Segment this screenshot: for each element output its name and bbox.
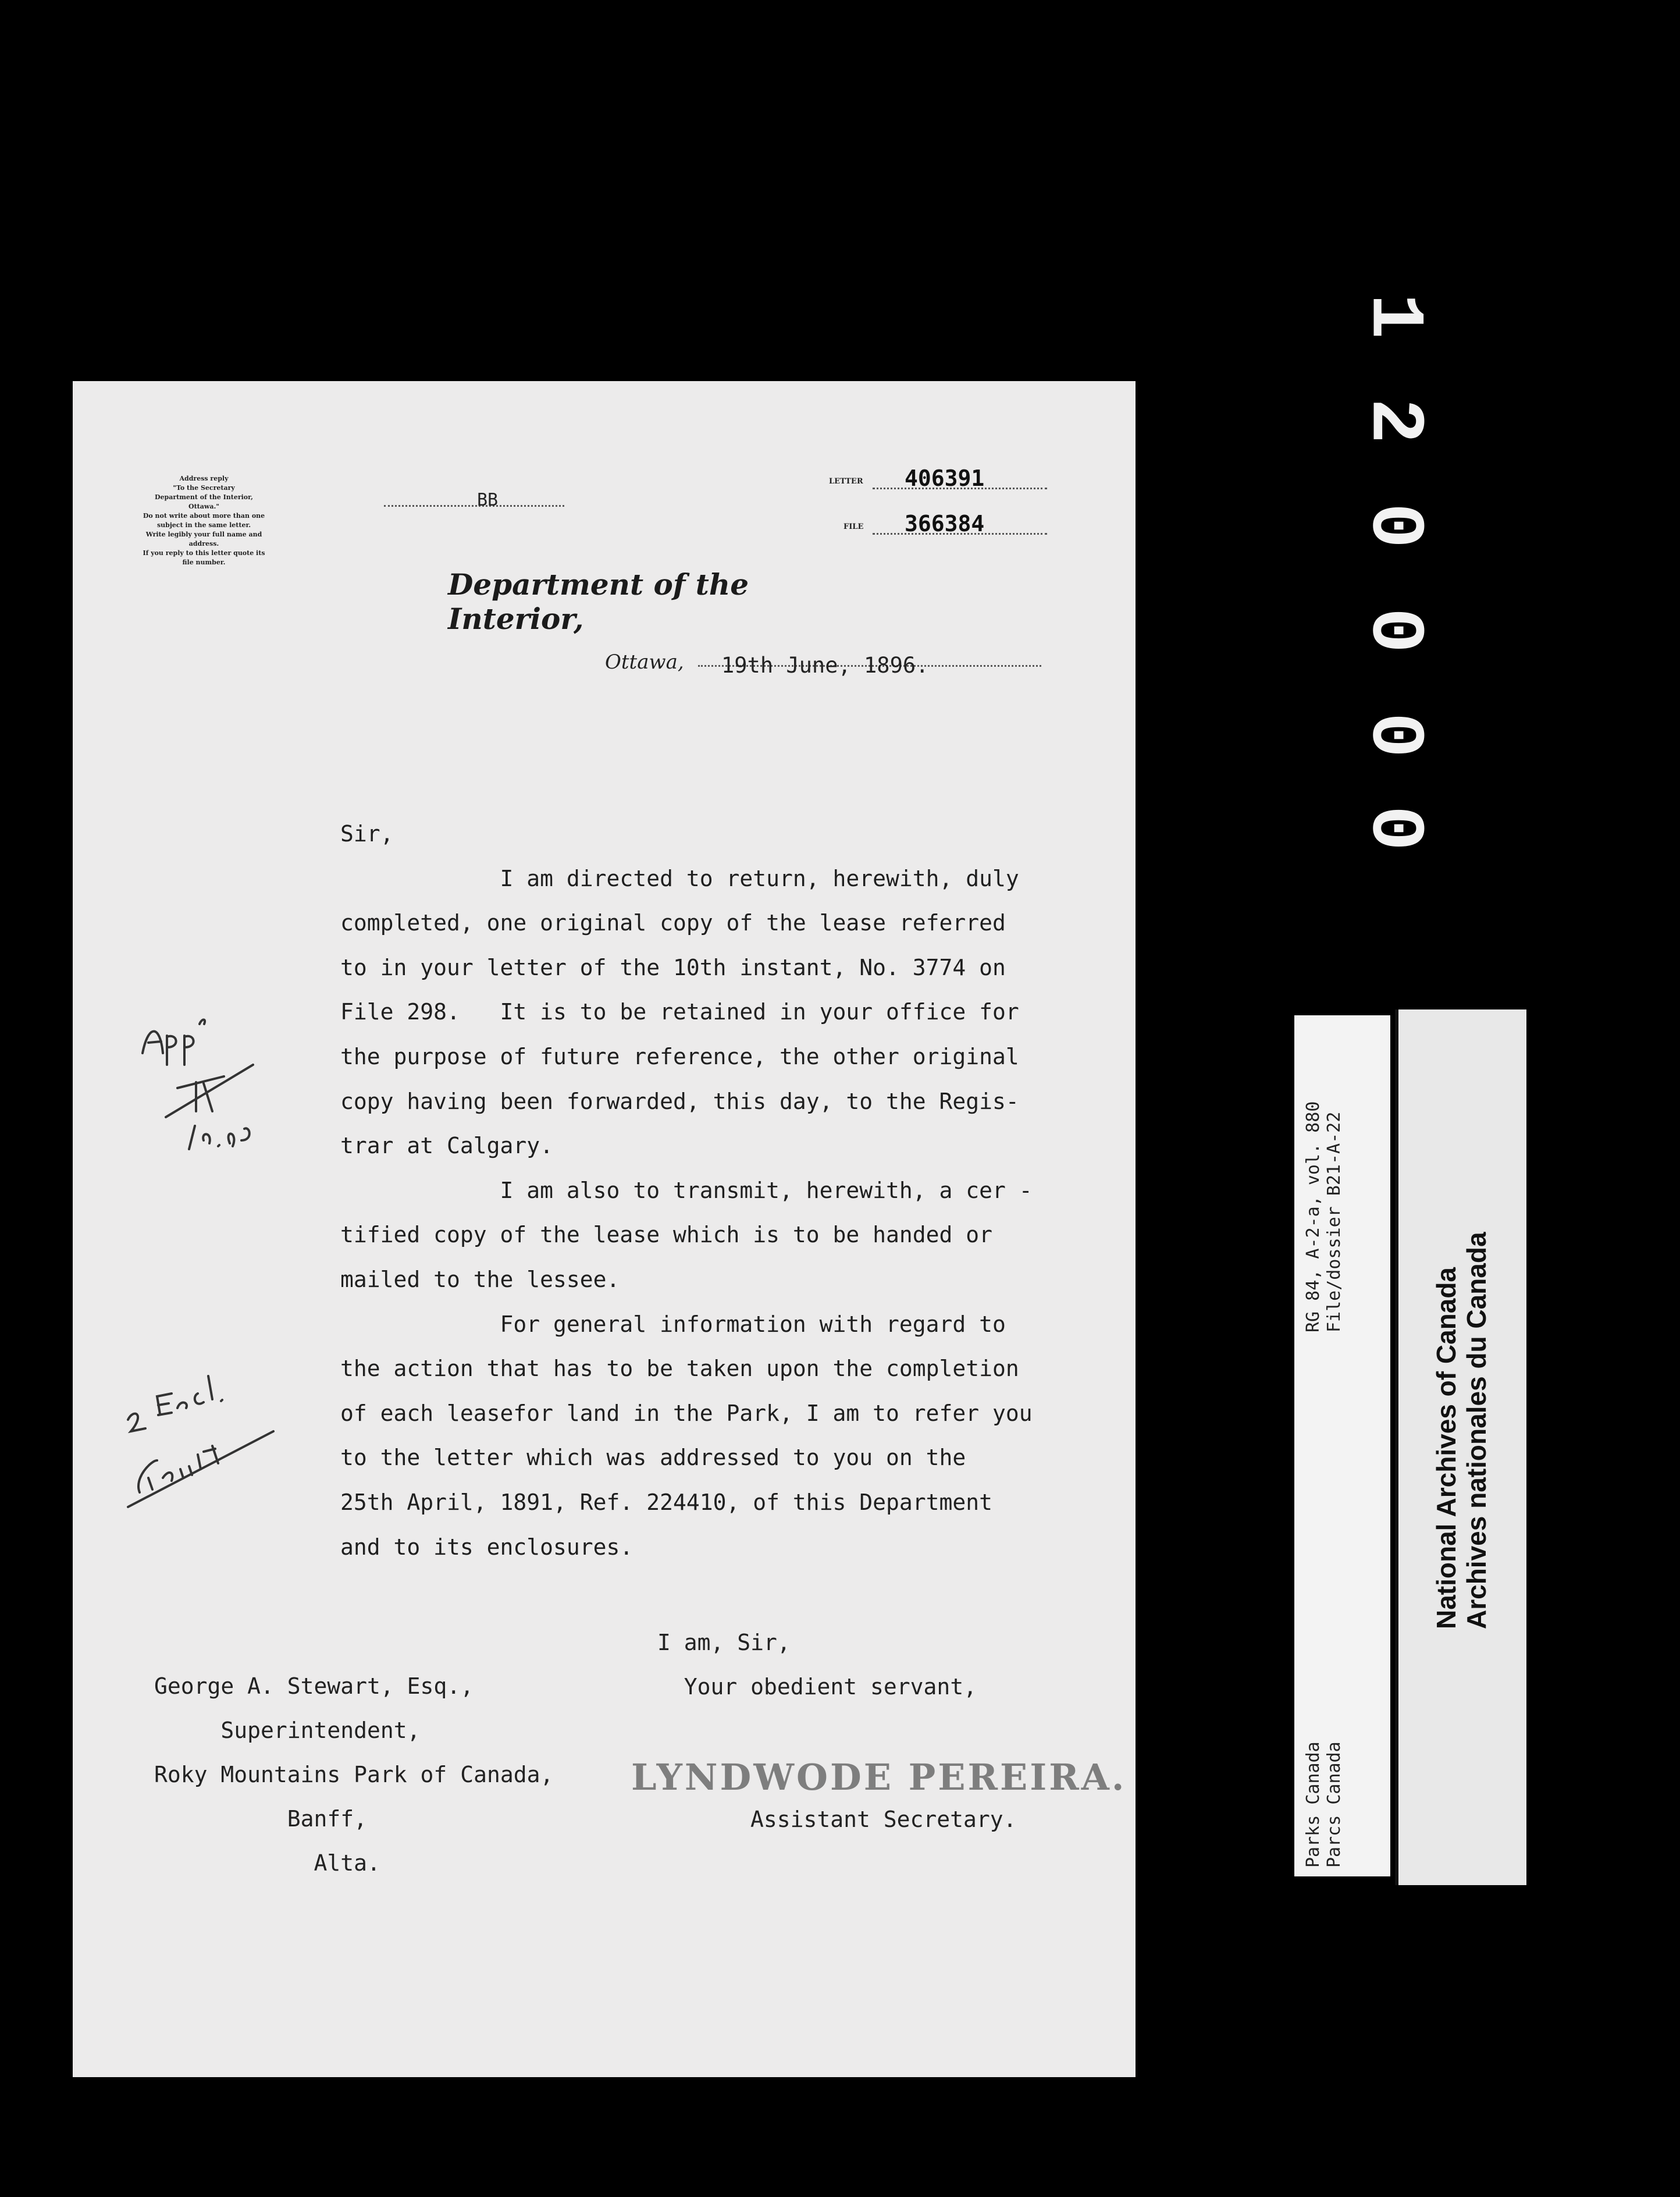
frame-digit: 2 [1350, 398, 1436, 444]
addressee-line: Roky Mountains Park of Canada, [154, 1762, 554, 1787]
address-note-line: If you reply to this letter quote its [143, 549, 265, 557]
handwritten-enclosure-annotation [116, 1344, 279, 1513]
addressee-line: Banff, [154, 1806, 368, 1832]
archive-creator [1303, 1741, 1345, 1868]
body-line: of each leasefor land in the Park, I am to refer you [340, 1400, 1033, 1426]
letter-body [340, 812, 1067, 1569]
body-line: For general information with regard to [340, 1311, 1006, 1337]
body-line: I am directed to return, herewith, duly [340, 865, 1019, 891]
body-line: the action that has to be taken upon the completion [340, 1356, 1019, 1382]
reference-line: RG 84, A-2-a, vol. 880 [1303, 1101, 1323, 1332]
body-line: I am also to transmit, herewith, a cer - [340, 1177, 1033, 1203]
addressee-line: George A. Stewart, Esq., [154, 1673, 474, 1699]
initials-dotted-line [384, 493, 564, 507]
signature-title: Assistant Secretary. [750, 1807, 1017, 1832]
address-note-line: Address reply [179, 475, 229, 482]
closing-line: I am, Sir, [657, 1630, 791, 1655]
closing [657, 1620, 977, 1709]
letter-date: 19th June, 1896. [721, 653, 929, 678]
address-instructions [121, 474, 287, 567]
archive-institution [1431, 1232, 1492, 1629]
address-note-line: Ottawa." [188, 503, 220, 510]
archive-reference [1303, 1101, 1345, 1332]
creator-line: Parks Canada [1303, 1741, 1323, 1868]
body-line: mailed to the lessee. [340, 1266, 620, 1292]
body-line: completed, one original copy of the lease referred [340, 910, 1006, 936]
frame-digit: 0 [1350, 805, 1436, 851]
initials: BB [477, 490, 499, 510]
body-line: tified copy of the lease which is to be handed or [340, 1222, 993, 1248]
body-line: to in your letter of the 10th instant, No. 3774 on [340, 954, 1006, 980]
address-note-line: file number. [182, 559, 226, 566]
addressee-block [154, 1664, 553, 1885]
body-line: and to its enclosures. [340, 1534, 633, 1560]
body-line: copy having been forwarded, this day, to the Regis- [340, 1088, 1019, 1114]
address-note-line: Do not write about more than one [143, 512, 265, 520]
body-line: File 298. It is to be retained in your office for [340, 999, 1019, 1025]
creator-line: Parcs Canada [1324, 1741, 1344, 1868]
signature-stamp: LYNDWODE PEREIRA. [631, 1756, 1127, 1798]
address-note-line: subject in the same letter. [156, 521, 251, 529]
file-label: FILE [843, 522, 864, 531]
institution-line: National Archives of Canada [1431, 1267, 1461, 1629]
closing-line: Your obedient servant, [657, 1674, 977, 1700]
department-heading: Department of the Interior, [448, 567, 749, 636]
handwritten-approval-annotation [131, 1001, 282, 1164]
frame-digit: 0 [1350, 607, 1436, 653]
body-line: 25th April, 1891, Ref. 224410, of this Department [340, 1489, 993, 1515]
reference-line: File/dossier B21-A-22 [1324, 1111, 1344, 1332]
body-line: trar at Calgary. [340, 1133, 554, 1159]
address-note-line: address. [188, 540, 219, 548]
frame-digit: 0 [1350, 503, 1436, 549]
frame-digit: 0 [1350, 712, 1436, 758]
address-note-line: Department of the Interior, [155, 493, 253, 501]
frame-number [1350, 273, 1436, 851]
place: Ottawa, [605, 650, 684, 674]
file-number: 366384 [905, 511, 985, 536]
address-note-line: Write legibly your full name and [145, 531, 262, 538]
body-line: to the letter which was addressed to you on the [340, 1445, 966, 1471]
address-note-line: "To the Secretary [173, 484, 235, 492]
institution-line: Archives nationales du Canada [1461, 1232, 1492, 1629]
letter-label: LETTER [829, 477, 863, 486]
frame-digit: 1 [1350, 293, 1436, 339]
body-line: the purpose of future reference, the other original [340, 1043, 1019, 1069]
addressee-line: Superintendent, [154, 1718, 421, 1743]
salutation: Sir, [340, 821, 394, 847]
letter-number: 406391 [905, 465, 985, 491]
addressee-line: Alta. [154, 1850, 380, 1876]
